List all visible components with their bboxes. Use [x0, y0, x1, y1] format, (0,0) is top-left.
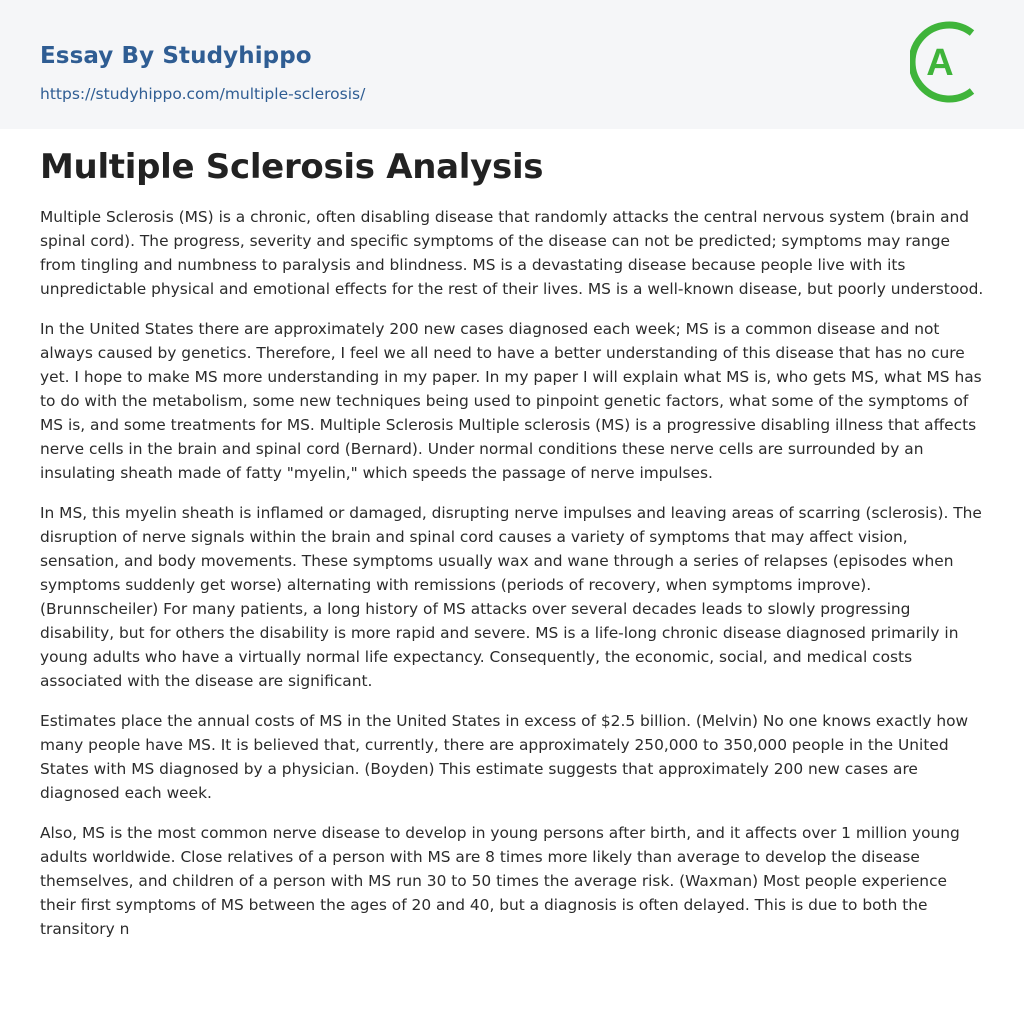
article [40, 143, 985, 957]
paragraph-3: In MS, this myelin sheath is inflamed or damaged, disrupting nerve impulses and leaving areas of scarring (sclerosis). The disruption of nerve signals within the brain and spinal cord causes a variety of symptoms that may affect vision, sensation, and body movements. These symptoms usually wax and wane through a series of relapses (episodes when symptoms suddenly get worse) alternating with remissions (periods of recovery, when symptoms improve). (Brunnscheiler) For many patients, a long history of MS attacks over several decades leads to slowly progressing disability, but for others the disability is more rapid and severe. MS is a life-long chronic disease diagnosed primarily in young adults who have a virtually normal life expectancy. Consequently, the economic, social, and medical costs associated with the disease are significant. [40, 504, 982, 690]
page-title: Multiple Sclerosis Analysis [40, 147, 544, 187]
page-url-link[interactable]: https://studyhippo.com/multiple-sclerosis/ [40, 85, 366, 103]
site-brand[interactable]: Essay By Studyhippo [40, 43, 312, 69]
logo-letter: A [926, 42, 954, 84]
paragraph-4: Estimates place the annual costs of MS in the United States in excess of $2.5 billion. (Melvin) No one knows exactly how many people have MS. It is believed that, currently, there are approximately 250,000 to 350,000 people in the United States with MS diagnosed by a physician. (Boyden) This estimate suggests that approximately 200 new cases are diagnosed each week. [40, 712, 969, 802]
site-header [0, 0, 1024, 129]
paragraph-5: Also, MS is the most common nerve disease to develop in young persons after birth, and it affects over 1 million young adults worldwide. Close relatives of a person with MS are 8 times more likely than average to develop the disease themselves, and children of a person with MS run 30 to 50 times the average risk. (Waxman) Most people experience their first symptoms of MS between the ages of 20 and 40, but a diagnosis is often delayed. This is due to both the transitory n [40, 824, 960, 938]
paragraph-2: In the United States there are approximately 200 new cases diagnosed each week; MS is a common disease and not always caused by genetics. Therefore, I feel we all need to have a better understanding of this disease that has no cure yet. I hope to make MS more understanding in my paper. In my paper I will explain what MS is, who gets MS, what MS has to do with the metabolism, some new techniques being used to pinpoint genetic factors, what some of the symptoms of MS is, and some treatments for MS. Multiple Sclerosis Multiple sclerosis (MS) is a progressive disabling illness that affects nerve cells in the brain and spinal cord (Bernard). Under normal conditions these nerve cells are surrounded by an insulating sheath made of fatty "myelin," which speeds the passage of nerve impulses. [40, 320, 982, 482]
paragraph-1: Multiple Sclerosis (MS) is a chronic, often disabling disease that randomly attacks the central nervous system (brain and spinal cord). The progress, severity and specific symptoms of the disease can not be predicted; symptoms may range from tingling and numbness to paralysis and blindness. MS is a devastating disease because people live with its unpredictable physical and emotional effects for the rest of their lives. MS is a well-known disease, but poorly understood. [40, 208, 984, 298]
studyhippo-a-logo-icon[interactable] [910, 17, 988, 107]
